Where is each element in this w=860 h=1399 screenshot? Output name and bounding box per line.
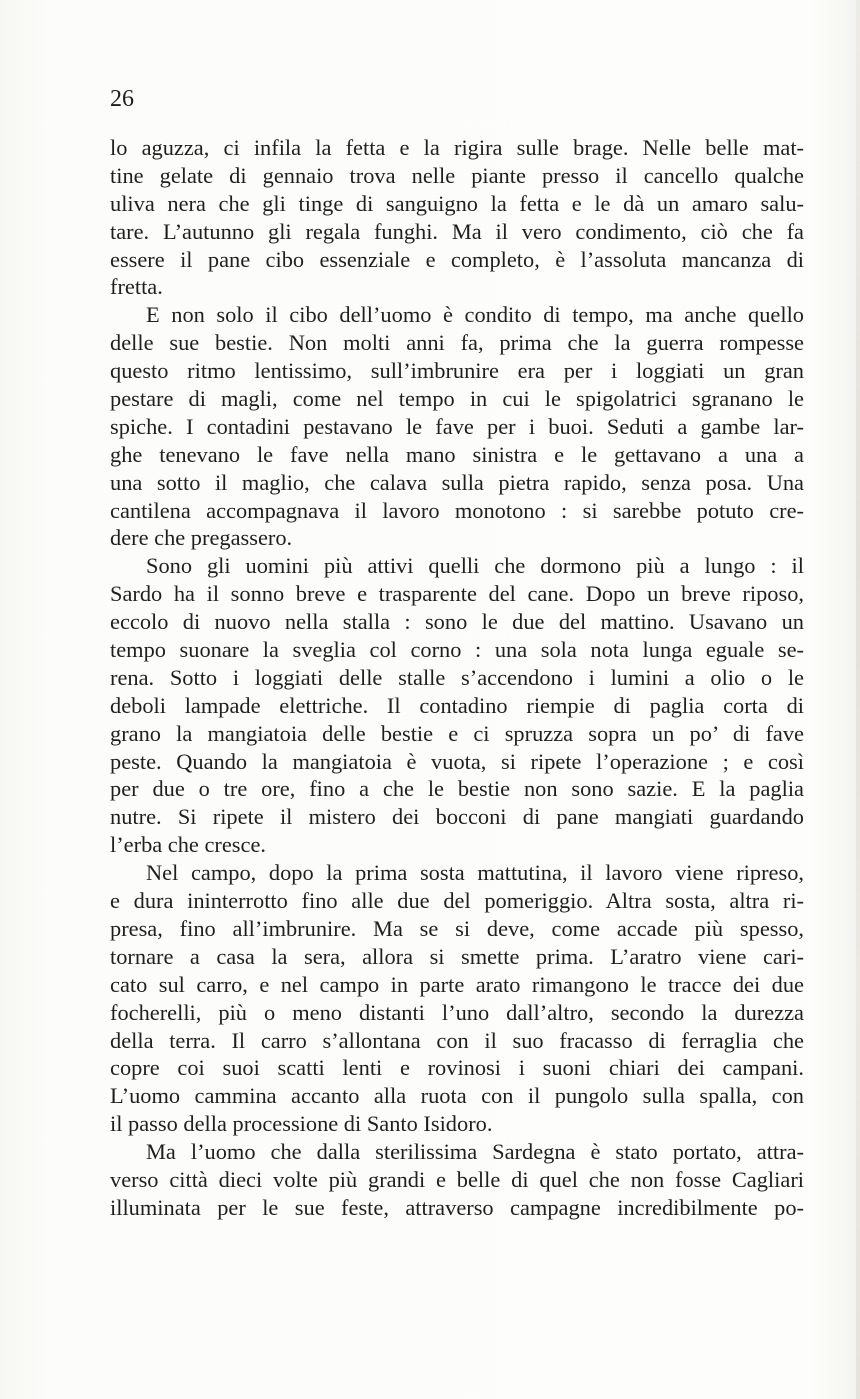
- text-line: lo aguzza, ci infila la fetta e la rigira sulle brage. Nelle belle mat-: [110, 135, 804, 160]
- text-line: deboli lampade elettriche. Il contadino riempie di paglia corta di: [110, 692, 804, 718]
- text-line: delle sue bestie. Non molti anni fa, prima che la guerra rompesse: [110, 330, 804, 356]
- text-line: tempo suonare la sveglia col corno : una sola nota lunga eguale se-: [110, 637, 804, 663]
- text-line: tare. L’autunno gli regala funghi. Ma il vero condimento, ciò che fa: [110, 218, 804, 244]
- text-line: nutre. Si ripete il mistero dei bocconi di pane mangiati guardando: [110, 804, 804, 830]
- page-number: 26: [110, 86, 134, 112]
- text-line: peste. Quando la mangiatoia è vuota, si ripete l’operazione ; e così: [110, 748, 804, 774]
- text-line: tornare a casa la sera, allora si smette prima. L’aratro viene cari-: [110, 943, 804, 969]
- text-line: e dura ininterrotto fino alle due del pomeriggio. Altra sosta, altra ri-: [110, 888, 804, 914]
- text-line: eccolo di nuovo nella stalla : sono le due del mattino. Usavano un: [110, 609, 804, 635]
- text-line: fretta.: [110, 274, 163, 300]
- text-line: copre coi suoi scatti lenti e rovinosi i suoni chiari dei campani.: [110, 1055, 804, 1081]
- text-line: questo ritmo lentissimo, sull’imbrunire era per i loggiati un gran: [110, 358, 804, 384]
- text-line: presa, fino all’imbrunire. Ma se si deve, come accade più spesso,: [110, 915, 804, 941]
- text-line: il passo della processione di Santo Isidoro.: [110, 1111, 493, 1137]
- body-text: [110, 134, 804, 1222]
- text-line: Nel campo, dopo la prima sosta mattutina, il lavoro viene ripreso,: [146, 860, 804, 886]
- text-line: rena. Sotto i loggiati delle stalle s’accendono i lumini a olio o le: [110, 664, 804, 690]
- text-line: l’erba che cresce.: [110, 832, 266, 858]
- text-line: L’uomo cammina accanto alla ruota con il pungolo sulla spalla, con: [110, 1083, 804, 1109]
- text-line: Ma l’uomo che dalla sterilissima Sardegna è stato portato, attra-: [146, 1139, 804, 1165]
- text-line: Sardo ha il sonno breve e trasparente del cane. Dopo un breve riposo,: [110, 581, 804, 607]
- text-line: dere che pregassero.: [110, 525, 293, 551]
- text-line: uliva nera che gli tinge di sanguigno la fetta e le dà un amaro salu-: [110, 190, 804, 216]
- text-line: grano la mangiatoia delle bestie e ci spruzza sopra un po’ di fave: [110, 720, 804, 746]
- text-line: una sotto il maglio, che calava sulla pietra rapido, senza posa. Una: [110, 469, 804, 495]
- text-line: cato sul carro, e nel campo in parte arato rimangono le tracce dei due: [110, 971, 804, 997]
- page-edge: [856, 0, 860, 1399]
- text-line: spiche. I contadini pestavano le fave per i buoi. Seduti a gambe lar-: [110, 413, 804, 439]
- text-line: per due o tre ore, fino a che le bestie non sono sazie. E la paglia: [110, 776, 804, 802]
- text-line: pestare di magli, come nel tempo in cui le spigolatrici sgranano le: [110, 386, 804, 412]
- text-line: E non solo il cibo dell’uomo è condito di tempo, ma anche quello: [146, 302, 804, 328]
- text-line: essere il pane cibo essenziale e completo, è l’assoluta mancanza di: [110, 246, 804, 272]
- text-line: della terra. Il carro s’allontana con il suo fracasso di ferraglia che: [110, 1027, 804, 1053]
- text-line: illuminata per le sue feste, attraverso campagne incredibilmente po-: [110, 1194, 804, 1220]
- text-line: tine gelate di gennaio trova nelle piante presso il cancello qualche: [110, 162, 804, 188]
- text-line: focherelli, più o meno distanti l’uno dall’altro, secondo la durezza: [110, 999, 804, 1025]
- text-line: cantilena accompagnava il lavoro monotono : si sarebbe potuto cre-: [110, 497, 804, 523]
- text-line: Sono gli uomini più attivi quelli che dormono più a lungo : il: [146, 553, 804, 579]
- text-line: ghe tenevano le fave nella mano sinistra e le gettavano a una a: [110, 441, 804, 467]
- text-line: verso città dieci volte più grandi e belle di quel che non fosse Cagliari: [110, 1166, 804, 1192]
